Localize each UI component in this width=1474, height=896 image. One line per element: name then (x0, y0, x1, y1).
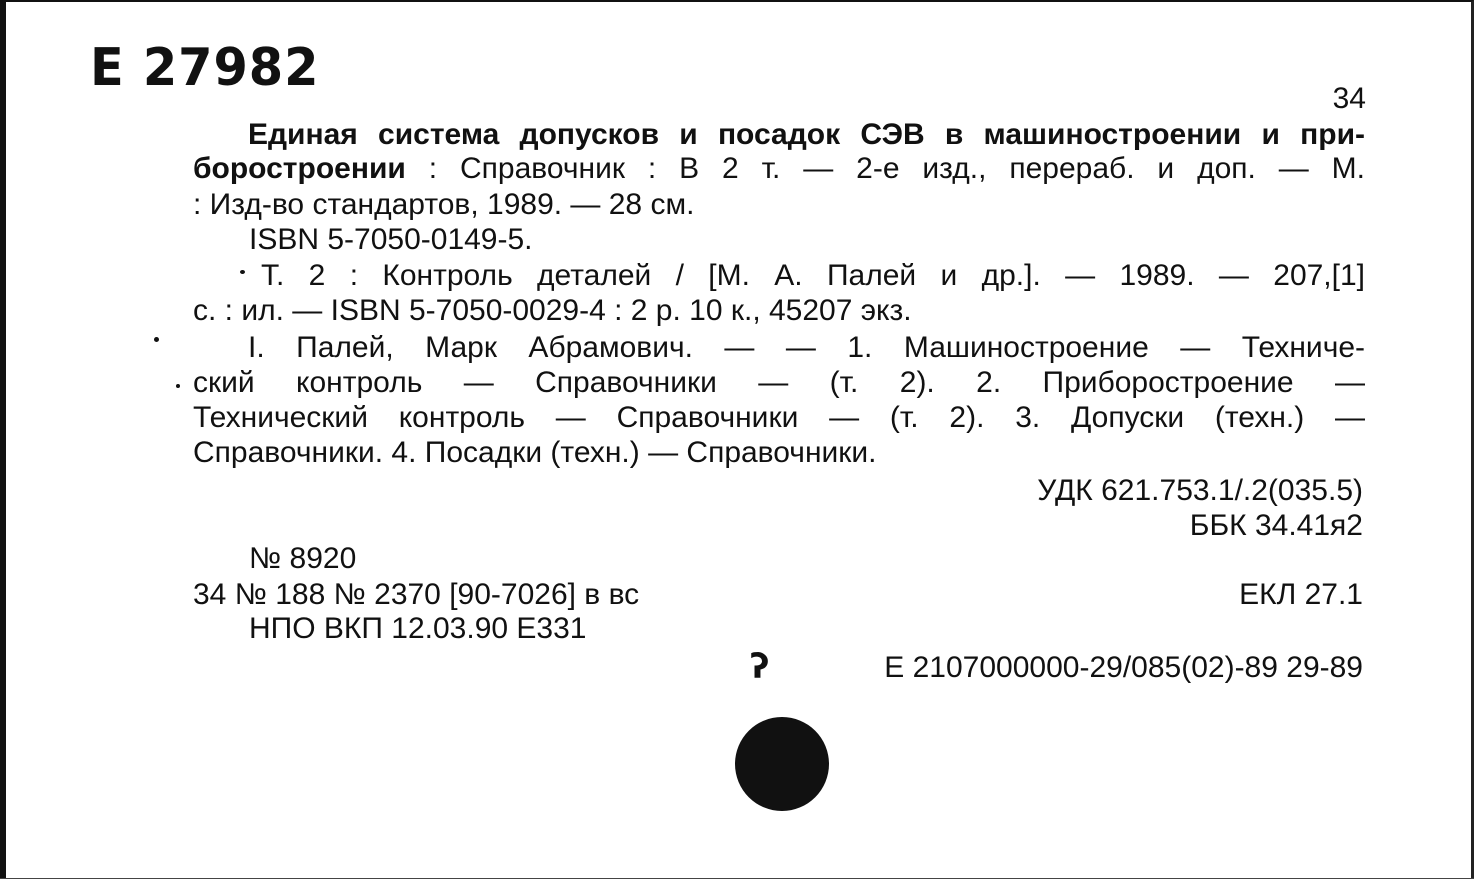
title-bold-cont: боростроении (193, 152, 406, 185)
classification-code: Е 2107000000-29/085(02)-89 29-89 (884, 651, 1363, 684)
speck-mark (176, 384, 180, 388)
speck-mark (154, 337, 159, 342)
speck-mark (240, 270, 245, 274)
subjects-line-2: ский контроль — Справочники — (т. 2). 2. Приборостроение — (193, 366, 1365, 399)
card-number: № 8920 (249, 542, 357, 575)
handwritten-mark: ʔ (750, 647, 770, 687)
card-bottom-edge (0, 878, 1474, 896)
volume-line: Т. 2 : Контроль деталей / [М. А. Палей и др.]. — 1989. — 207,[1] (261, 259, 1365, 292)
isbn-line: ISBN 5-7050-0149-5. (249, 223, 533, 256)
subjects-line-4: Справочники. 4. Посадки (техн.) — Справочники. (193, 436, 877, 469)
npo-line: НПО ВКП 12.03.90 Е331 (249, 612, 587, 645)
title-rest: : Справочник : В 2 т. — 2-е изд., перераб. и доп. — М. (428, 152, 1365, 185)
subjects-line-3: Технический контроль — Справочники — (т. 2). 3. Допуски (техн.) — (193, 401, 1365, 434)
title-bold-part: Единая система допусков и посадок СЭВ в машиностроении и при- (248, 118, 1365, 151)
print-run-line: 34 № 188 № 2370 [90-7026] в вс (193, 578, 640, 611)
udk-code: УДК 621.753.1/.2(035.5) (1037, 474, 1363, 507)
ekl-code: ЕКЛ 27.1 (1239, 578, 1363, 611)
bbk-code: ББК 34.41я2 (1189, 509, 1363, 542)
title-line-1 (193, 118, 1365, 152)
shelf-code: 34 (1332, 82, 1366, 115)
punch-hole (735, 717, 829, 811)
subjects-line-1: I. Палей, Марк Абрамович. — — 1. Машиностроение — Техниче- (248, 331, 1365, 364)
volume-details-line: с. : ил. — ISBN 5-7050-0029-4 : 2 р. 10 к., 45207 экз. (193, 294, 912, 327)
title-line-2 (193, 152, 1365, 186)
imprint-line: : Изд-во стандартов, 1989. — 28 см. (193, 188, 695, 221)
handwritten-catalog-number: Е 27982 (90, 38, 320, 98)
